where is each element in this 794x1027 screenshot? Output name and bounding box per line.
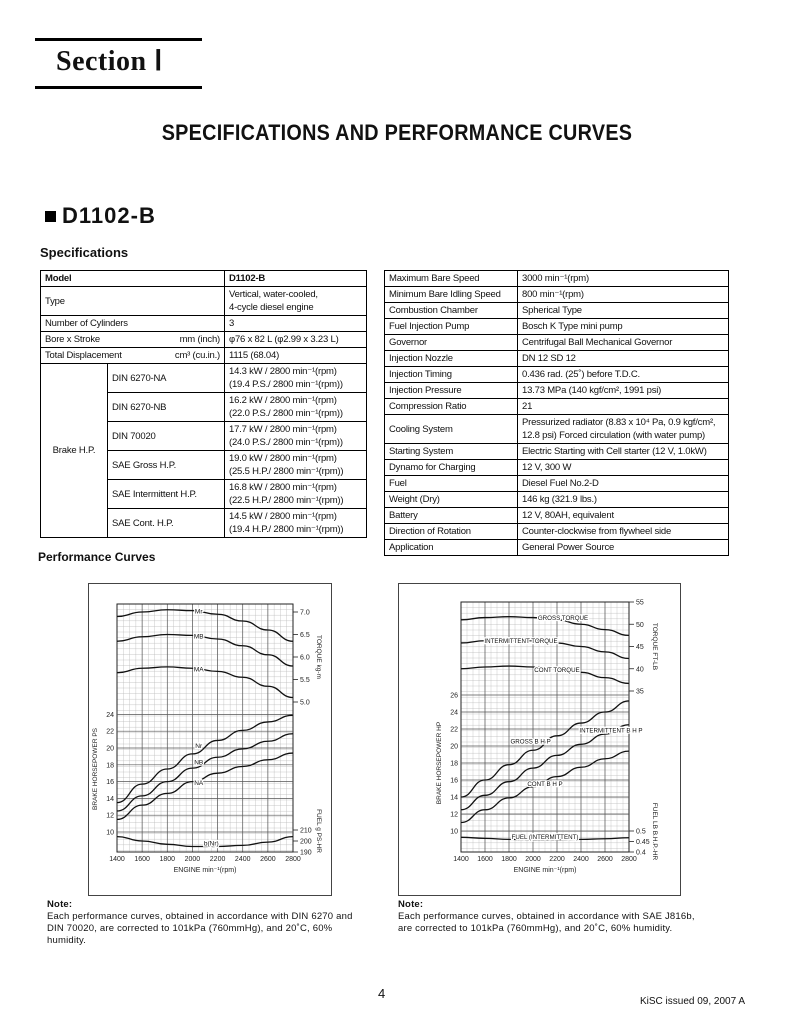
- y-tick-label-torque: 5.0: [300, 699, 310, 707]
- table-row: [385, 351, 729, 367]
- y-tick-label-torque: 50: [636, 621, 644, 629]
- y-axis-label-left: BRAKE HORSEPOWER PS: [92, 728, 99, 810]
- page-number: 4: [378, 986, 386, 1001]
- note-right: [398, 899, 698, 935]
- brake-value-ps: (22.0 P.S./ 2800 min⁻¹(rpm)): [229, 408, 343, 419]
- bore-unit: mm (inch): [179, 334, 220, 345]
- y-tick-label-torque: 40: [636, 666, 644, 674]
- table-row: [41, 271, 367, 287]
- spec-value: 3000 min⁻¹(rpm): [518, 271, 729, 287]
- chart-right: [399, 584, 680, 895]
- brake-value-kw: 19.0 kW / 2800 min⁻¹(rpm): [229, 453, 337, 464]
- x-tick-label: 1800: [159, 856, 176, 863]
- model-label: Model: [41, 271, 225, 287]
- table-row: [385, 492, 729, 508]
- spec-label: Minimum Bare Idling Speed: [385, 287, 518, 303]
- table-row: [385, 367, 729, 383]
- model-heading-text: D1102-B: [62, 203, 156, 228]
- brake-row-name: SAE Cont. H.P.: [108, 509, 225, 538]
- y-tick-label-hp: 20: [450, 743, 458, 751]
- spec-value: 800 min⁻¹(rpm): [518, 287, 729, 303]
- spec-value: DN 12 SD 12: [518, 351, 729, 367]
- type-label: Type: [41, 287, 225, 316]
- spec-label: Injection Nozzle: [385, 351, 518, 367]
- chart-left: [89, 584, 331, 895]
- section-rule-bottom: [35, 86, 202, 89]
- disp-value: 1115 (68.04): [225, 348, 367, 364]
- brake-row-value: [225, 422, 367, 451]
- spec-value: 13.73 MPa (140 kgf/cm², 1991 psi): [518, 383, 729, 399]
- spec-label: Fuel Injection Pump: [385, 319, 518, 335]
- series-label: INTERMITTENT TORQUE: [484, 637, 558, 645]
- series-label: INTERMITTENT B H P: [579, 727, 643, 735]
- performance-curves-heading: Performance Curves: [38, 550, 156, 564]
- brake-value-ps: (25.5 H.P./ 2800 min⁻¹(rpm)): [229, 466, 344, 477]
- brake-value-kw: 14.3 kW / 2800 min⁻¹(rpm): [229, 366, 337, 377]
- y-tick-label-fuel: 190: [300, 849, 312, 857]
- x-tick-label: 1800: [501, 856, 517, 863]
- series-label: NA: [194, 780, 204, 788]
- y-tick-label-hp: 18: [106, 762, 114, 770]
- y-tick-label-torque: 35: [636, 688, 644, 696]
- bore-label-cell: [41, 332, 225, 348]
- spec-value: Electric Starting with Cell starter (12 V, 1.0kW): [518, 444, 729, 460]
- brake-value-kw: 17.7 kW / 2800 min⁻¹(rpm): [229, 424, 337, 435]
- type-value-line2: 4-cycle diesel engine: [229, 302, 314, 313]
- brake-value-ps: (19.4 P.S./ 2800 min⁻¹(rpm)): [229, 379, 343, 390]
- brake-row-name: SAE Intermittent H.P.: [108, 480, 225, 509]
- brake-row-name: DIN 6270-NB: [108, 393, 225, 422]
- spec-value: [518, 415, 729, 444]
- x-tick-label: 2600: [597, 856, 613, 863]
- y-tick-label-fuel: 210: [300, 827, 312, 835]
- brake-value-ps: (24.0 P.S./ 2800 min⁻¹(rpm)): [229, 437, 343, 448]
- series-label: MA: [193, 666, 204, 674]
- x-axis-label: ENGINE min⁻¹(rpm): [513, 867, 577, 874]
- spec-table-left: [40, 270, 367, 538]
- spec-value: 21: [518, 399, 729, 415]
- x-tick-label: 2400: [234, 856, 251, 863]
- x-tick-label: 2200: [209, 856, 226, 863]
- table-row: [385, 271, 729, 287]
- y-tick-label-hp: 16: [450, 777, 458, 785]
- note-left: [47, 899, 367, 947]
- x-tick-label: 2000: [525, 856, 541, 863]
- disp-unit: cm³ (cu.in.): [174, 350, 220, 361]
- spec-label: Battery: [385, 508, 518, 524]
- spec-label: Application: [385, 540, 518, 556]
- section-rule-top: [35, 38, 202, 41]
- spec-value: Counter-clockwise from flywheel side: [518, 524, 729, 540]
- issue-label: KiSC issued 09, 2007 A: [640, 996, 746, 1007]
- brake-row-value: [225, 509, 367, 538]
- table-row: [385, 335, 729, 351]
- spec-label: Starting System: [385, 444, 518, 460]
- bore-label: Bore x Stroke: [45, 334, 100, 345]
- disp-label-cell: [41, 348, 225, 364]
- spec-value: 12 V, 80AH, equivalent: [518, 508, 729, 524]
- x-tick-label: 1600: [477, 856, 493, 863]
- y-axis-label-right-top: TORQUE FT-LB: [651, 622, 658, 671]
- brake-value-kw: 16.8 kW / 2800 min⁻¹(rpm): [229, 482, 337, 493]
- spec-value: 146 kg (321.9 lbs.): [518, 492, 729, 508]
- x-tick-label: 2600: [260, 856, 276, 863]
- spec-label: Weight (Dry): [385, 492, 518, 508]
- spec-label: Dynamo for Charging: [385, 460, 518, 476]
- x-tick-label: 2000: [184, 856, 201, 863]
- y-axis-label-left: BRAKE HORSEPOWER HP: [436, 721, 443, 805]
- table-row: [385, 460, 729, 476]
- y-tick-label-hp: 26: [450, 692, 458, 700]
- y-tick-label-fuel: 200: [300, 838, 312, 846]
- cylinders-value: 3: [225, 316, 367, 332]
- spec-value: Centrifugal Ball Mechanical Governor: [518, 335, 729, 351]
- page-title: SPECIFICATIONS AND PERFORMANCE CURVES: [161, 120, 633, 145]
- y-tick-label-hp: 22: [106, 728, 114, 736]
- table-row: [385, 508, 729, 524]
- brake-value-ps: (22.5 H.P./ 2800 min⁻¹(rpm)): [229, 495, 344, 506]
- brake-row-name: SAE Gross H.P.: [108, 451, 225, 480]
- table-row: [41, 348, 367, 364]
- y-tick-label-hp: 16: [106, 779, 114, 787]
- brake-value-ps: (19.4 H.P./ 2800 min⁻¹(rpm)): [229, 524, 344, 535]
- y-tick-label-torque: 5.5: [300, 677, 310, 684]
- section-title: Section Ⅰ: [56, 46, 163, 77]
- brake-row-name: DIN 70020: [108, 422, 225, 451]
- y-tick-label-hp: 24: [106, 711, 114, 719]
- series-label: MB: [193, 633, 204, 641]
- series-label: FUEL (INTERMITTENT): [511, 833, 579, 841]
- series-label: Mr: [194, 608, 203, 616]
- brake-row-value: [225, 451, 367, 480]
- disp-label: Total Displacement: [45, 350, 122, 361]
- y-tick-label-torque: 6.5: [300, 632, 310, 639]
- table-row: [385, 383, 729, 399]
- x-axis-label: ENGINE min⁻¹(rpm): [173, 867, 237, 874]
- brake-value-kw: 14.5 kW / 2800 min⁻¹(rpm): [229, 511, 337, 522]
- spec-value: 12 V, 300 W: [518, 460, 729, 476]
- note-title: Note:: [398, 899, 424, 910]
- y-tick-label-fuel: 0.5: [636, 828, 646, 836]
- spec-value: 0.436 rad. (25˚) before T.D.C.: [518, 367, 729, 383]
- chart-right-frame: [398, 583, 681, 896]
- bullet-square-icon: [45, 211, 56, 222]
- model-value: D1102-B: [225, 271, 367, 287]
- series-label: GROSS B H P: [510, 738, 551, 746]
- table-row: [385, 415, 729, 444]
- type-value: [225, 287, 367, 316]
- y-tick-label-hp: 14: [450, 794, 458, 802]
- y-tick-label-hp: 12: [106, 812, 114, 820]
- specifications-heading: Specifications: [40, 245, 129, 260]
- y-tick-label-hp: 12: [450, 811, 458, 819]
- y-tick-label-torque: 7.0: [300, 609, 310, 617]
- note-text: Each performance curves, obtained in accordance with SAE J816b, are corrected to 101kPa (760mmHg), and 20˚C, 60% humidity.: [398, 911, 695, 934]
- series-label: Nr: [195, 743, 203, 751]
- bore-value: φ76 x 82 L (φ2.99 x 3.23 L): [225, 332, 367, 348]
- y-tick-label-fuel: 0.4: [636, 849, 646, 857]
- table-row: [385, 476, 729, 492]
- y-axis-label-right-bottom: FUEL g PS-HR: [315, 809, 322, 853]
- y-tick-label-hp: 10: [450, 828, 458, 836]
- note-text: Each performance curves, obtained in accordance with DIN 6270 and DIN 70020, are corrected to 101kPa (760mmHg), and 20˚C, 60% humidity.: [47, 911, 353, 946]
- x-tick-label: 1400: [109, 856, 125, 863]
- model-heading: [45, 203, 156, 229]
- brake-value-kw: 16.2 kW / 2800 min⁻¹(rpm): [229, 395, 337, 406]
- y-tick-label-torque: 45: [636, 644, 644, 651]
- brake-row-value: [225, 393, 367, 422]
- x-tick-label: 2400: [573, 856, 589, 863]
- table-row: [385, 524, 729, 540]
- x-tick-label: 1600: [134, 856, 150, 863]
- spec-label: Maximum Bare Speed: [385, 271, 518, 287]
- series-label: NB: [194, 759, 204, 767]
- cylinders-label: Number of Cylinders: [41, 316, 225, 332]
- spec-table-right: [384, 270, 729, 556]
- table-row: [41, 316, 367, 332]
- y-tick-label-hp: 24: [450, 709, 458, 717]
- spec-label: Injection Pressure: [385, 383, 518, 399]
- brake-row-value: [225, 364, 367, 393]
- note-title: Note:: [47, 899, 73, 910]
- y-tick-label-hp: 18: [450, 760, 458, 768]
- table-row: [385, 540, 729, 556]
- spec-value: Diesel Fuel No.2-D: [518, 476, 729, 492]
- brake-row-value: [225, 480, 367, 509]
- y-axis-label-right-bottom: FUEL LB B.H.P.-HR: [651, 802, 658, 861]
- spec-value: Bosch K Type mini pump: [518, 319, 729, 335]
- spec-value: Spherical Type: [518, 303, 729, 319]
- table-row: [41, 364, 367, 393]
- table-row: [385, 319, 729, 335]
- y-tick-label-hp: 22: [450, 726, 458, 734]
- series-label: GROSS TORQUE: [537, 614, 589, 622]
- x-tick-label: 2200: [549, 856, 565, 863]
- spec-label: Direction of Rotation: [385, 524, 518, 540]
- y-tick-label-torque: 6.0: [300, 654, 310, 662]
- spec-label: Cooling System: [385, 415, 518, 444]
- y-tick-label-hp: 10: [106, 829, 114, 837]
- table-row: [385, 399, 729, 415]
- x-tick-label: 1400: [453, 856, 469, 863]
- spec-label: Compression Ratio: [385, 399, 518, 415]
- table-row: [385, 303, 729, 319]
- x-tick-label: 2800: [621, 856, 637, 863]
- spec-label: Governor: [385, 335, 518, 351]
- x-tick-label: 2800: [285, 856, 301, 863]
- series-label: CONT B H P: [527, 781, 563, 788]
- brake-hp-label: Brake H.P.: [41, 364, 108, 538]
- table-row: [385, 444, 729, 460]
- y-axis-label-right-top: TORQUE kg-m: [315, 635, 322, 679]
- y-tick-label-torque: 55: [636, 599, 644, 607]
- spec-label: Fuel: [385, 476, 518, 492]
- spec-label: Injection Timing: [385, 367, 518, 383]
- table-row: [41, 287, 367, 316]
- series-label: CONT TORQUE: [534, 666, 580, 674]
- spec-value-line1: Pressurized radiator (8.83 x 10⁴ Pa, 0.9 kgf/cm²,: [522, 417, 716, 428]
- spec-value: General Power Source: [518, 540, 729, 556]
- series-label: b(Nr): [203, 840, 219, 848]
- brake-row-name: DIN 6270-NA: [108, 364, 225, 393]
- y-tick-label-hp: 20: [106, 745, 114, 753]
- table-row: [41, 332, 367, 348]
- table-row: [385, 287, 729, 303]
- spec-label: Combustion Chamber: [385, 303, 518, 319]
- y-tick-label-fuel: 0.45: [636, 839, 650, 846]
- spec-value-line2: 12.8 psi) Forced circulation (with water pump): [522, 430, 705, 441]
- chart-left-frame: [88, 583, 332, 896]
- type-value-line1: Vertical, water-cooled,: [229, 289, 318, 300]
- y-tick-label-hp: 14: [106, 795, 114, 803]
